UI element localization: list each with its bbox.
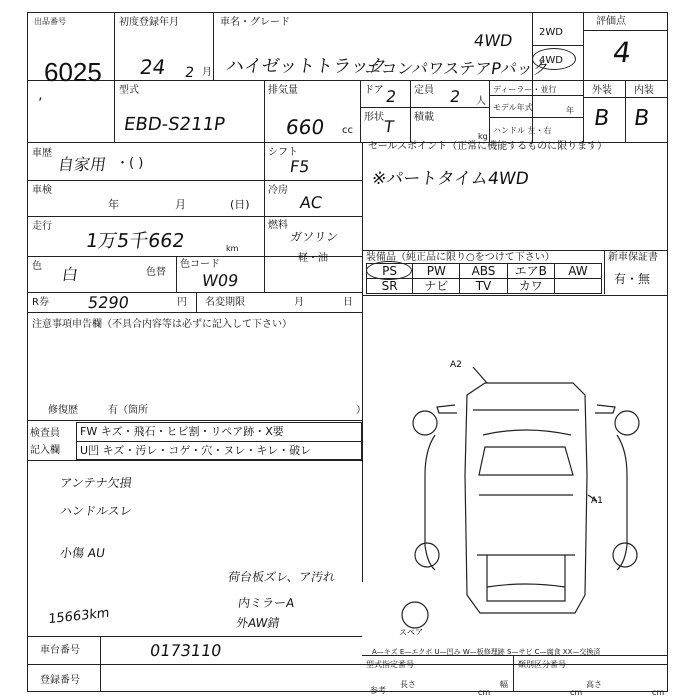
chassis-value: 0173110 xyxy=(148,641,223,660)
first-reg-month: 2 xyxy=(183,65,196,81)
grade: エコンパワステアPパック xyxy=(363,59,551,78)
category-label: 類別区分番号 xyxy=(518,660,566,669)
model-name: ハイゼットトラック xyxy=(224,56,389,77)
color-code-value: W09 xyxy=(200,271,240,290)
shift-label: シフト xyxy=(268,147,298,158)
deadline-month: 月 xyxy=(294,297,304,308)
doors-value: 2 xyxy=(384,87,398,106)
lot-label: 出品番号 xyxy=(34,17,66,26)
divider xyxy=(264,142,265,292)
comment-line: アンテナ欠損 xyxy=(59,476,133,490)
divider xyxy=(410,80,411,142)
divider xyxy=(583,30,668,31)
width-cm: cm xyxy=(570,688,583,697)
spare-label: スペア xyxy=(399,628,423,635)
deadline-day: 日 xyxy=(343,297,353,308)
dot-mark: ’ xyxy=(38,96,43,112)
inspection-day-unit: (日) xyxy=(230,198,250,211)
circle-mark xyxy=(532,48,576,70)
inspection-month-unit: 月 xyxy=(175,198,186,211)
shift-value: F5 xyxy=(288,157,311,176)
divider xyxy=(27,180,362,181)
capacity-value: 2 xyxy=(448,87,462,106)
kg-unit: kg xyxy=(478,132,488,141)
codes-row-2: U凹 キズ・汚レ・コゲ・穴・ヌレ・キレ・破レ xyxy=(80,444,312,457)
equipment-label: 装備品（純正品に限り○をつけて下さい） xyxy=(366,252,555,263)
fuel-label: 燃料 xyxy=(268,220,288,231)
rating-value: 4 xyxy=(610,36,634,69)
divider xyxy=(27,292,362,293)
color-change-label: 色替 xyxy=(146,267,166,278)
ac-value: AC xyxy=(298,193,324,212)
interior-value: B xyxy=(632,106,651,131)
height-cm: cm xyxy=(652,688,665,697)
divider xyxy=(27,664,668,665)
year-unit: 年 xyxy=(566,106,574,115)
divider xyxy=(76,441,362,442)
divider xyxy=(362,142,363,582)
drive-2wd-option: 2WD xyxy=(539,27,563,38)
payload-label: 積載 xyxy=(414,112,434,123)
color-value: 白 xyxy=(60,265,80,284)
recycle-label: R券 xyxy=(32,297,49,308)
divider xyxy=(264,80,265,142)
cc-unit: cc xyxy=(342,125,353,136)
equipment-item: SR xyxy=(366,279,413,294)
drive-4wd-hand: 4WD xyxy=(472,31,514,50)
equipment-item: エアB xyxy=(508,263,555,279)
divider xyxy=(100,636,101,692)
dealer-label: ディーラー・並行 xyxy=(493,85,557,94)
model-year-label: モデル年式 xyxy=(493,103,533,112)
doors-label: ドア xyxy=(364,85,384,96)
notes-header: 注意事項申告欄（不具合内容等は必ずに記入して下さい） xyxy=(32,319,292,330)
divider xyxy=(362,295,668,296)
displacement-value: 660 xyxy=(284,115,326,139)
designation-label: 型式指定番号 xyxy=(366,660,414,669)
type-label: 型式 xyxy=(119,85,139,96)
divider xyxy=(27,636,362,637)
divider xyxy=(27,312,362,313)
divider xyxy=(27,216,362,217)
drive-4wd-option: 4WD xyxy=(539,55,563,66)
divider xyxy=(27,80,668,81)
divider xyxy=(489,117,583,118)
divider xyxy=(489,80,490,142)
equipment-item: AW xyxy=(555,263,602,279)
width-label: 幅 xyxy=(500,680,508,689)
divider xyxy=(625,80,626,142)
divider xyxy=(196,292,197,312)
diagram-legend: A—キズ E—エクボ U—凹み W—板修理跡 S—サビ C—腐食 XX—交換済 xyxy=(372,648,601,656)
first-reg-month-unit: 月 xyxy=(202,67,212,78)
length-cm: cm xyxy=(478,688,491,697)
divider xyxy=(213,12,214,80)
comment-line: ハンドルスレ xyxy=(59,504,133,518)
handle-label: ハンドル 左・右 xyxy=(493,126,552,135)
interior-label: 内装 xyxy=(634,85,654,96)
type-value: EBD-S211P xyxy=(122,114,227,135)
capacity-unit: 人 xyxy=(476,96,486,107)
comment-line: 荷台板ズレ、ア汚れ xyxy=(227,570,337,584)
divider xyxy=(532,45,583,46)
first-reg-label: 初度登録年月 xyxy=(119,17,179,28)
shape-value: T xyxy=(382,117,396,136)
history-label: 車歴 xyxy=(32,148,52,159)
divider xyxy=(360,107,489,108)
warranty-label: 新車保証書 xyxy=(608,252,658,263)
equipment-item: PW xyxy=(413,263,460,279)
mileage-label: 走行 xyxy=(32,221,52,232)
sales-point-label: セールスポイント（正常に機能するものに限ります） xyxy=(368,141,608,152)
rating-label: 評価点 xyxy=(596,16,626,27)
history-paren: ・( ) xyxy=(116,156,144,171)
exterior-value: B xyxy=(592,106,611,131)
ac-label: 冷房 xyxy=(268,185,288,196)
circle-mark xyxy=(366,261,412,280)
color-label: 色 xyxy=(32,261,42,272)
odometer-note: 15663km xyxy=(47,605,110,628)
equipment-item: TV xyxy=(460,279,507,294)
comment-line: 内ミラーA xyxy=(237,596,296,610)
history-value: 自家用 xyxy=(56,155,108,174)
first-reg-year: 24 xyxy=(138,55,168,79)
repair-label: 修復歴 xyxy=(48,405,78,416)
car-diagram xyxy=(395,355,655,635)
model-label: 車名・グレード xyxy=(220,17,290,28)
codes-row-1: FW キズ・飛石・ヒビ割・リペア跡・X要 xyxy=(80,425,284,438)
divider xyxy=(176,256,177,292)
length-label: 長さ xyxy=(400,680,416,689)
fuel-value: ガソリン xyxy=(289,230,339,244)
a2-label: A2 xyxy=(450,360,462,370)
sales-point-value: ※パートタイム4WD xyxy=(370,169,531,189)
inspector-label-1: 検査員 xyxy=(30,428,60,439)
color-code-label: 色コード xyxy=(180,259,220,270)
divider xyxy=(583,12,584,142)
height-label: 高さ xyxy=(586,680,602,689)
comment-line: 小傷 AU xyxy=(59,546,106,560)
divider xyxy=(360,80,361,142)
equipment-item: カワ xyxy=(508,279,555,294)
fuel-option: 軽・油 xyxy=(298,253,328,264)
equipment-item: ABS xyxy=(460,263,507,279)
mileage-unit: km xyxy=(226,244,239,253)
exterior-label: 外装 xyxy=(592,85,612,96)
lot-number: 6025 xyxy=(44,57,102,87)
warranty-value: 有・無 xyxy=(614,272,651,286)
recycle-value: 5290 xyxy=(86,293,131,312)
chassis-label: 車台番号 xyxy=(40,645,80,656)
divider xyxy=(362,655,668,656)
a1-label: A1 xyxy=(591,496,603,506)
equipment-item: PS xyxy=(366,263,413,279)
divider xyxy=(27,460,362,461)
inspector-label-2: 記入欄 xyxy=(30,445,60,456)
divider xyxy=(114,12,115,142)
divider xyxy=(513,655,514,692)
inspection-year-unit: 年 xyxy=(108,198,119,211)
comment-line: 外AW錆 xyxy=(235,616,281,630)
divider xyxy=(27,420,362,421)
equipment-item: ナビ xyxy=(413,279,460,294)
shape-label: 形状 xyxy=(364,112,384,123)
repair-close: ） xyxy=(356,405,366,416)
equipment-item xyxy=(555,279,602,294)
reg-label: 登録番号 xyxy=(40,675,80,686)
recycle-yen: 円 xyxy=(177,297,187,308)
divider xyxy=(604,250,605,294)
inspection-label: 車検 xyxy=(32,185,52,196)
mileage-value: 1万5千662 xyxy=(84,230,186,252)
repair-value: 有（箇所 xyxy=(108,405,148,416)
deadline-label: 名変期限 xyxy=(205,297,245,308)
ref-label: 参考 xyxy=(370,686,386,695)
displacement-label: 排気量 xyxy=(268,85,298,96)
capacity-label: 定員 xyxy=(414,85,434,96)
